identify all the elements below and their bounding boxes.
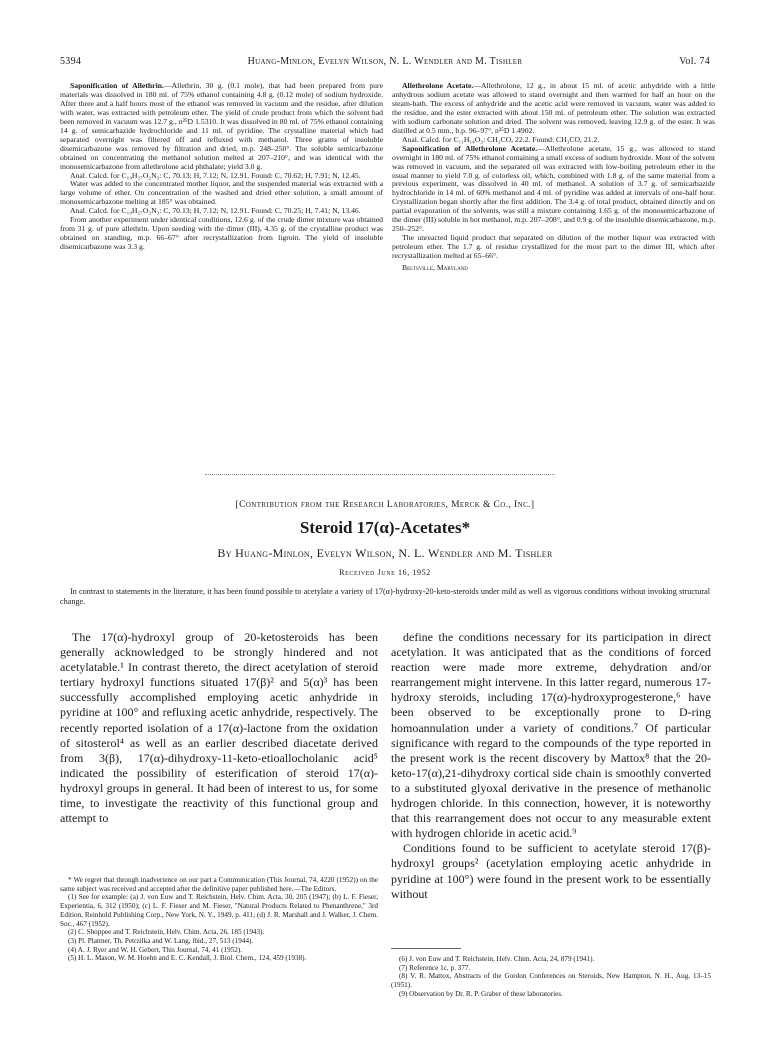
paragraph: The 17(α)-hydroxyl group of 20-ketosteroids has been generally acknowledged to be strongly hindered and not acetylatable.¹ In contrast thereto, the direct acetylation of steroid tertiary hydroxyl functions situated 17(β)² and 5(α)³ has been successfully accomplished employing acetic anhydride in pyridine at 100° and refluxing acetic anhydride, respectively. The recently reported isolation of a 17(α)-lactone from the oxidation of sitosterol⁴ as well as an earlier described diacetate derived from 3(β), 17(α)-dihydroxy-11-keto-etioallocholanic acid⁵ indicated the possibility of esterification of steroid 17(α)-hydroxyl groups in general. It had been of interest to us, for some time, to investigate the reactivity of this functional group and attempt to (60, 630, 378, 826)
analysis-paragraph: Anal. Calcd. for C₁₉H₂₇O₂N₃: C, 70.13; H, 7.12; N, 12.91. Found: C, 70.25; H, 7.41; N, 13.46. (70, 206, 361, 216)
paragraph-text: —Allethrolone acetate, 15 g., was allowed to stand overnight in 180 ml. of 75% ethanol containing a small excess of sodium hydroxide. Most of the solvent was removed in vacuum, and the separated oil was extracted with low-boiling petroleum ether in the usual manner to yield 7.0 g. of colorless oil, which, combined with 1.8 g. of the same material from a previous experiment, was dissolved in 40 ml. of methanol. A solution of 3.7 g. of semicarbazide hydrochloride in 14 ml. of 60% methanol and 4 ml. of pyridine was added at intervals of one-half hour. Crystallization began shortly after the first addition. The 3.4 g. of total product, obtained directly and on partial evaporation of the solvents, was still a mixture containing 1.65 g. of the monosemicarbazone of the dimer (III) soluble in hot methanol, m.p. 207–208°, and 0.9 g. of the insoluble disemicarbazone, m.p. 250–252°. (392, 143, 716, 234)
paragraph (392, 82, 715, 136)
volume-label: Vol. 74 (679, 56, 710, 67)
footnote: (3) Pl. Plattner, Th. Petrzilka and W. Lang, ibid., 27, 513 (1944). (68, 936, 254, 945)
running-header-authors: Huang-Minlon, Evelyn Wilson, N. L. Wendler and M. Tishler (247, 56, 523, 67)
footnote: (5) H. L. Mason, W. M. Hoehn and E. C. Kendall, J. Biol. Chem., 124, 459 (1938). (68, 954, 307, 963)
article-title: Steroid 17(α)-Acetates* (299, 518, 471, 537)
body-right-column (391, 630, 711, 902)
analysis-paragraph: Anal. Calcd. for C₁₉H₂₇O₂N₃: C, 70.13; H, 7.12; N, 12.91. Found: C, 70.62; H, 7.91; N, 12.45. (70, 170, 361, 180)
location-signature: Beltsville, Maryland (402, 263, 468, 273)
footnote: (9) Observation by Dr. R. P. Graber of these laboratories. (399, 989, 563, 998)
analysis-paragraph: Anal. Calcd. for C₁₁H₁₄O₃: CH₃CO, 22.2. Found: CH₃CO, 21.2. (402, 134, 600, 144)
paragraph-text: —Allethrin, 30 g. (0.1 mole), that had been prepared from pure materials was dissolved in 180 ml. of 75% ethanol containing 4.8 g. (0.12 mole) of sodium hydroxide. After three and a half hours most of the ethanol was removed in vacuum and the residue, after dilution with water, was extracted with petroleum ether. The yield of crude product from which the solvent had been removed in vacuum was 12.7 g., n²⁵D 1.5310. It was dissolved in 80 ml. of 75% ethanol containing 14 g. of semicarbazide hydrochloride and 11 ml. of pyridine. The crystalline material which had separated overnight was filtered off and refluxed with methanol. Three grams of insoluble disemicarbazone was removed by filtration and dried, m.p. 248–250°. The soluble semicarbazone obtained on concentrating the methanol solution melted at 207–210°, and was identical with the monosemicarbazone from allethrolone acid phthalate; yield 3.0 g. (60, 81, 383, 171)
paragraph-text: —Allethrolone, 12 g., in about 15 ml. of acetic anhydride with a little anhydrous sodium acetate was allowed to stand overnight and then warmed for half an hour on the steam-bath. The excess of anhydride and the acetic acid were removed in vacuum, water was added to the residue, and the ester extracted with about 150 ml. of petroleum ether. The solution was extracted with sodium carbonate solution and dried. The solvent was removed, leaving 12.9 g. of the ester. It was distilled at 0.5 mm., b.p. 96–97°, n²⁵D 1.4902. (392, 81, 715, 135)
footnote: (8) V. R. Mattox, Abstracts of the Gordon Conferences on Steroids, New Hampton, N. H., Aug. 13–15 (1951). (391, 972, 711, 990)
body-left-column (60, 630, 378, 826)
section-divider (205, 474, 555, 476)
byline: By Huang-Minlon, Evelyn Wilson, N. L. Wendler and M. Tishler (217, 546, 553, 560)
paragraph: Conditions found to be sufficient to acetylate steroid 17(β)-hydroxyl groups² (acetylation employing acetic anhydride in pyridine at 100°) were found in the present work to be essentially without (391, 841, 711, 901)
contribution-line: [Contribution from the Research Laboratories, Merck & Co., Inc.] (235, 500, 535, 510)
footnotes-left (60, 876, 378, 963)
paragraph: define the conditions necessary for its participation in direct acetylation. It was anticipated that as the conditions of forced reaction were made more extreme, dehydration and/or rearrangement might intervene. In this latter regard, numerous 17-hydroxy steroids, including 17(α)-hydroxyprogesterone,⁶ have been observed to be exceptionally prone to D-ring homoannulation under a variety of conditions.⁷ Of particular significance with regard to the compounds of the type reported in the present work is the recent discovery by Mattox⁸ that the 20-keto-17(α),21-dihydroxy cortical side chain is smoothly converted to a substituted glyoxal derivative in the presence of methanolic hydrogen chloride. In this connection, however, it is noteworthy that this rearrangement does not occur to any measurable extent with hydrogen chloride in acetic acid.⁹ (391, 630, 711, 841)
section-heading: Saponification of Allethrolone Acetate. (402, 143, 538, 153)
paragraph: Water was added to the concentrated mother liquor, and the suspended material was extracted with a large volume of ether. On concentration of the washed and dried ether solution, a small amount of monosemicarbazone melting at 185° was obtained. (60, 179, 383, 207)
footnotes-right (391, 955, 711, 999)
section-heading: Saponification of Allethrin. (70, 81, 164, 90)
footnote: (2) C. Shoppee and T. Reichstein, Helv. Chim. Acta, 26, 185 (1943). (68, 928, 265, 937)
abstract: In contrast to statements in the literature, it has been found possible to acetylate a variety of 17(α)-hydroxy-20-keto-steroids under mild as well as vigorous conditions without invoking structural change. (60, 587, 710, 606)
section-heading: Allethrolone Acetate. (402, 81, 474, 90)
footnote: (6) J. von Euw and T. Reichstein, Helv. Chim. Acta, 24, 879 (1941). (399, 955, 595, 963)
footnote: (4) A. J. Ryer and W. H. Gebert, This Journal, 74, 41 (1952). (68, 945, 243, 954)
received-date: Received June 16, 1952 (339, 568, 431, 577)
footnote: (7) Reference 1c, p. 377. (399, 963, 471, 972)
paragraph: The unreacted liquid product that separated on dilution of the mother liquor was extracted with petroleum ether. The 1.7 g. of residue crystallized for the most part to the dimer III, which after recrystallization melted at 65–66°. (392, 233, 715, 261)
paragraph: From another experiment under identical conditions, 12.6 g. of the crude dimer mixture was obtained from 31 g. of pure allethrin. Upon seeding with the dimer (III), 4.35 g. of the crystalline product was obtained on standing, m.p. 66–67° after recrystallization from ligroin. The yield of insoluble disemicarbazone was 3.3 g. (60, 215, 383, 252)
paragraph (392, 145, 715, 235)
page-number: 5394 (60, 56, 82, 67)
footnote: * We regret that through inadvertence on our part a Communication (This Journal, 74, 4220 (1952)) on the same subject was received and accepted after the definitive paper published here.—The Editors. (60, 876, 378, 893)
footnote: (1) See for example: (a) J. von Euw and T. Reichstein, Helv. Chim. Acta, 30, 205 (1947); (b) L. F. Fieser, Experientia, 6, 312 (1950); (c) L. F. Fieser and M. Fieser, "Natural Products Related to Phenanthrene," 3rd Edition, Reinhold Publishing Corp., New York, N. Y., 1949, p. 411; (d) J. R. Marshall and J. Walker, J. Chem. Soc., 467 (1952). (60, 893, 378, 928)
footnote-rule (391, 948, 461, 949)
top-left-column (60, 82, 383, 252)
running-header (60, 56, 710, 70)
top-right-column (392, 82, 715, 281)
paragraph (60, 82, 383, 172)
